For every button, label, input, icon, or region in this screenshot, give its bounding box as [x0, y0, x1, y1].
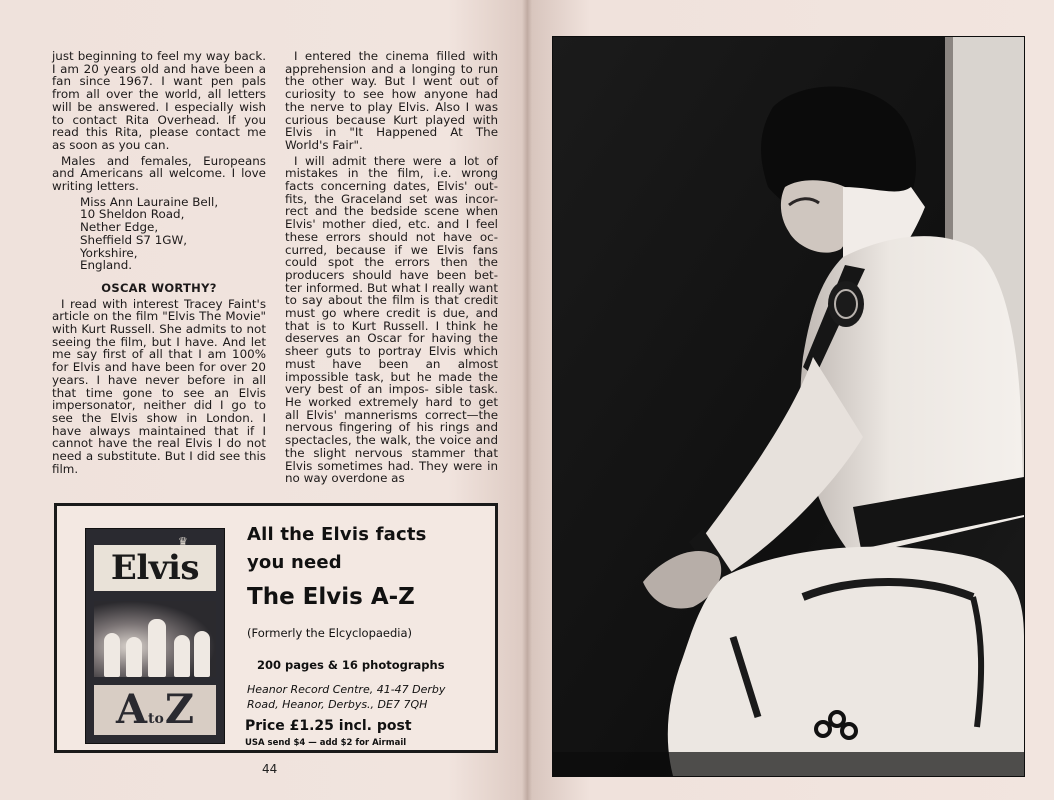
correspondent-address: Miss Ann Lauraine Bell, 10 Sheldon Road, Nether Edge, Sheffield S7 1GW, Yorkshire, England.	[80, 194, 219, 273]
section-heading: OSCAR WORTHY?	[101, 280, 217, 295]
page-number: 44	[262, 762, 278, 776]
letter-paragraph-1: just beginning to feel my way back. I am 20 years old and have been a fan since 1967. I want pen pals from all over the world, all letters will be answered. I especially wish to contact Rita Overhead. If you read this Rita, please contact me as soon as you can.	[52, 49, 267, 152]
letter-paragraph-3: I read with interest Tracey Faint's article on the film "Elvis The Movie" with Kurt Russell. She admits to not seeing the film, but I have. And let me say first of all that I am 100% for Elvis and have been for over 20 years. I have never before in all that time gone to see an Elvis impersonator, neither did I go to see the Elvis show in London. I have always maintained that if I cannot have the real Elvis I do not need a substitute. But I did see this film.	[52, 296, 267, 476]
book-cover-illustration	[85, 528, 225, 744]
book-advertisement	[54, 503, 498, 753]
letter-paragraph-4: I entered the cinema filled with apprehension and a longing to run the other way. But I went out of curiosity to see how anyone had the nerve to play Elvis. Also I was curious because Kurt played with Elvis in "It Happened At The World's Fair".	[285, 49, 499, 152]
book-cover-az: AtoZ	[94, 685, 216, 735]
photo-illustration	[553, 37, 1024, 776]
crown-icon: ♛	[178, 535, 188, 548]
ad-price: Price £1.25 incl. post	[245, 718, 412, 734]
letter-paragraph-2: Males and females, Europeans and Americans all welcome. I love writing letters.	[52, 153, 266, 194]
ad-usa-price: USA send $4 — add $2 for Airmail	[245, 738, 407, 748]
book-cover-photo	[94, 601, 216, 677]
photograph-kneeling-figure	[552, 36, 1025, 777]
ad-page-count: 200 pages & 16 photographs	[257, 658, 445, 672]
ad-book-title: The Elvis A-Z	[247, 584, 415, 610]
ad-seller-address: Heanor Record Centre, 41-47 Derby Road, Heanor, Derbys., DE7 7QH	[247, 683, 446, 711]
page-gutter	[522, 0, 532, 800]
ad-subtitle: (Formerly the Elcyclopaedia)	[247, 626, 413, 640]
letter-paragraph-5: I will admit there were a lot of mistakes in the film, i.e. wrong facts concerning dates, Elvis' out- fits, the Graceland set was incor- rect and the bedside scene when Elvis' mother died, etc. and I feel these errors should not have oc- curred, because if we Elvis fans could spot the errors then the producers should have been bet- ter informed. But what I really want to say about the film is that credit must go where credit is due, and that is to Kurt Russell. I think he deserves an Oscar for having the sheer guts to portray Elvis which must have been an almost impossible task, but he made the very best of an impos- sible task. He worked extremely hard to get all Elvis' mannerisms correct—the nervous fingering of his rings and spectacles, the walk, the voice and the slight nervous stammer that Elvis sometimes had. They were in no way overdone as	[285, 153, 499, 486]
text-column-2	[285, 50, 498, 488]
text-column-1	[52, 50, 266, 479]
book-cover-title: Elvis	[94, 545, 216, 591]
ad-headline-line-2: you need	[247, 552, 342, 573]
ad-headline-line-1: All the Elvis facts	[247, 524, 427, 545]
